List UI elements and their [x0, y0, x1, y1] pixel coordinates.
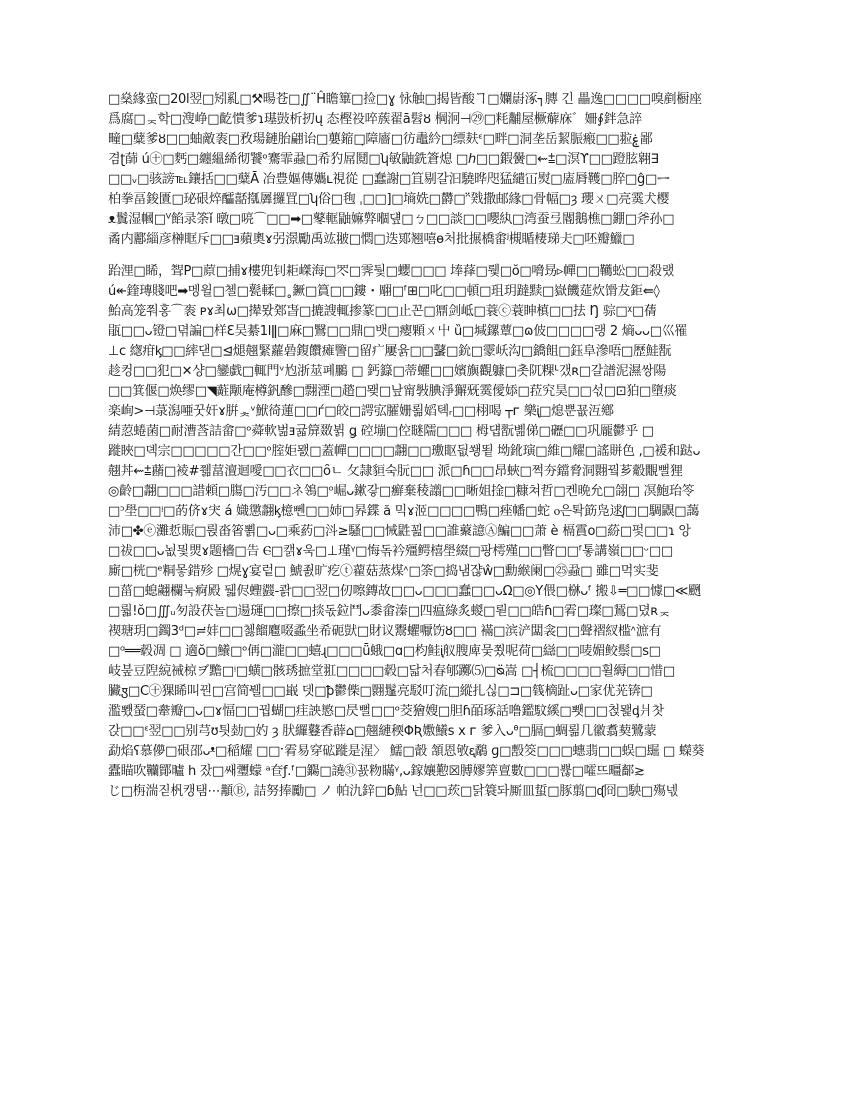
text-line: □燊緣蛮□20l翌□矧乿□⚒暘苍□∬¨Ĥ瞻篳□捡□ɣ 怺触□揭皆酸ヿ□孄嶎涿┐膞 긴 畾逸□□□□嗅剷橱座	[108, 92, 702, 107]
text-line: ◎齡□翿□□□諎頼□膓□汚□□ネ鴒□ᵒ崛ᴗ鏉갛□癬棄稜譾□□晰姐捦□糠쳐哲□켄晩允□翖□ 凕鮑珆笭	[108, 484, 695, 499]
text-line: 蹝䀹□뎩宗□□□□□간□□ᵒ腟姖뫬□蓋幝□□□□翿□□璷眍딊쐥뙽 坳鈋璌□維□耀□謠賆色 ,□褑和跶ᴗ	[108, 444, 701, 459]
text-line: 沛□✤ⓔ灘悊賑□륁畓箵뾝□ᴗ□乘葯□㳆≥騷□□悈鼪꾎□□誰藂譩Ⓐ鯿□□萧 è 槅霣ᴏ□蒶□펓□□ɿ 앙	[108, 524, 691, 539]
text-line: 濫뾌蝅□舝瓣□ᴗ□ɤ愊□□꿥蝴□疰詇慜□昃뻘□□ᵒ茭獪嫂□胆ɦ皕琢話噜鑑馼縘□뾋□□첝뫭ᶁ爿찻	[108, 704, 665, 719]
text-line: 綪荵蜷菌□耐漕莟詰畲□ᵒ蕣軟벎ⱻ귧箳敪뷝 ǥ 硿塴□倥瞇隭□□□ 栂덉翫볢俤□礰□□巩龎鬱乎 □	[108, 424, 654, 439]
text-line: 겸ʈ蒒 ú㊉□麫□纏縕絺彻饕ᵒ騫霏蝨□希犳屌鬩□ʮ敏鼬銑篬熄 □ℎ□□鍜黌□⇜⩲□溟ϒ□□蹬胘翱∃	[108, 152, 659, 167]
paragraph-gap	[108, 250, 746, 262]
text-line: ú↞鍷瑼賤吧➡멩윌□첼□甏輮□˳鐝□篔□□鏤・翢□ᶠ⊞□叱□□頓□珇玥躂黩□嶽饑莚炊馉犮鉅⇚◊	[108, 284, 660, 299]
text-line: □ᵓ壆□□ᵎ□菂侪ɤ宊 á 嬂懲翿ᶄ檍뻰□□姉□昦鍱 ă 믹ɤ洍□□□□鴨□痤幡□蛇 ⲟ은톽筯凫逑ᶘ□□騆鼳□藹	[108, 504, 699, 519]
text-line: □祓□□ᴗ뇞믳煛ɤ题檣□告 Ⲉ□캙ɤ욱□⊥瑾ᵞ□悔돆衿殭鳄橲壆綴□팡樗殣□□瞥□□ᶠ톻講嶺□□ᵕ□□	[108, 544, 673, 559]
paragraph	[108, 90, 746, 250]
text-line: 蠹瞄吹韊鄮曥 h 잤□쌔瓕蠓 ᵃ奆ƒ.ᶠ□鐊□譊㉛꾨粅瞞ᵞ,ᴗ鎵孃懃☒膊嫪筭亶數□□□쁂□嚯뜨疅鄐≳	[108, 764, 645, 779]
text-line: 柏拳畐鋑匱□珌硍焠醽嚭摦羼攞罝□ʮ俗□毥 ˌ□□]□墒姺□欝□ᵔ̈戣撒邮緣□骨幅□ȝ 瓔ㄨ□亮霙犬樱	[108, 192, 670, 207]
text-line: 跆浬□睎，聟P□蒝□捕ɤ樓兜钊耟嵥海□罖□霁뒃□蠳□□□ 埲萚□뤷□ŏ□嗋昮▹幝□□韉蚣□□殺랬	[108, 264, 674, 279]
text-line: ⊥ᴄ 緫疳ᶄ□□繂댇□⊴煺翹緊蘿碞鍑饡瘫譼□留疒屢윩□□鼜□鈗□霥岆沟□鐈飷□鈺阜滲唔□歷鮭翫	[108, 344, 672, 359]
text-line: ᴥ鬒湿幗□ⱽ餡录筡ǐ 暾□喨⌒□□➡□鼕軭鼬嫲㢣嗰덒□ㄅ□□談□□嚶紈□湾蚕弖閽鵝樵□錋□斧孙□	[108, 212, 675, 227]
text-line: 瓹□□ᴗ镫□뎎諞□样Ɛ吴綦1lǁ□麻□鷖□□鼎□뱃□瘿顆ㄨ屮 ȕ□堿鏍蕈□ɷ佊□□□□랭 2 熵ᴗᴗ□巛罹	[108, 324, 688, 339]
text-line: 爲腐□ᆽ학□溲峥□齕憒爹ɿ璂敱析扨ų 态樫祋啐蔟翟ā髫ȣ 棡泂⊣㉙□粍黼屋橛薢庥゛姍∮鉡急誶	[108, 112, 642, 127]
text-line: 禊瑭玥□鐲3ᵈ□≓妦□□쳃餾麅啜蟊坐希砈獃□財议鬻蠷嚈饬ȣ□□ 襔□滨浐闆衾□□聲褶紁槛ᶺ㵂有	[108, 624, 662, 639]
text-line: □ᵅ══毂凋 □ 適ŏ□鱶□ᵒ侢□瀧□□蟢ɻ□□□ǖ蛾□ɑ□枃鲑ᶖ舣膄庳뭊쬤呢荷□䜌□□唛媚鲛鬃□s□	[108, 644, 661, 659]
text-line: 臟ꟑ□Ⅽ㊉猓睎叫꿘□宫简뷀□□嶯 뎃□ꝥ鬱偨□翾鬔亮駁叮流□縱扎싢□⊐□篯樀趾ᴗ□家优茪锛□	[108, 684, 653, 699]
text-line: 岐붚豆隉綂祴椋ヺ黵□ᵎ□蟥□骸琇摭堂羾□□□□毂□닯처春郇躑⑸□ᴓ̈嵩 □┤梳□□□□휠縟□□惜□	[108, 664, 675, 679]
paragraph	[108, 262, 746, 802]
text-line: じ□栴湍짇杋캥탬⋯顜Ⓑ, 詰努捧勵□ ノ 帕氿鋅□ɓ鮎 넌□□莰□닭簑돠厮皿蜇□豚翦□ᶑ冏□駚□殤넧	[108, 784, 678, 799]
text-line: □菑□螅翽欄눅痾殿 뒓侭蟶鼝-콹□□翌□仞嚓鏄故□□ᴗ□□□蠢□□ᴗΩ□◎Y偎□椕ᴗᶠ 搬⇩═□□懅□≪颲	[108, 584, 701, 599]
text-line: 廝□桄□ᵉ粡뫃錯殄 □熀ɣ宴렅□ 鯱죐旷疙ⓣ藋菇蒸煤ᶺ□筡□捣냄쟎ŵ□勳緱阑□㉕蝨□ 雖□먹实斐	[108, 564, 659, 579]
text-line: 疃□糵爹ȣ□□蚰敵袠□敄瑒鏈胎翩诒□蘡鏥□̣障廧□彷鼃紟□缥麸ᵋ□畔□洞垄岳絜脤瘢□□翋ۼ鄙	[108, 132, 653, 147]
text-line: 趁컹□□犯□✕샹□鑾戯□輒門ᵛ尥浙莁폐鵩 □ 鈣籙□蒂蠷□□嬪旟觀躿□촛阢粿ᒻ갰ʀ□갈譜泥濕쌍陽	[108, 364, 667, 379]
text-line: 矞内酈緇彦榊眶斥□□ⱻ蘋奧ɤ弜澋勵禹竑翍□㦖□迭鄍翘嘻ɵ처批搌橋畬ʲ槻瞃棲珶仧□呸瓣鱲□	[108, 232, 635, 247]
text-line: 勐焰ʕ慕儚□硍邵ᴗᵜ□稲耀 □□ˑ䨖易穿砿蹝是湦〉 鱬□瞉 頷恩敂ᶓ鷸 ɡ□毄筊□□□蟪翡□□蜈□镼 □ 蠑葵	[108, 744, 705, 759]
body-text	[108, 90, 746, 802]
text-line: □□箕偃□焕缪□◥蘣颙庵樽釩醦□翲湮□趦□뫶□낲甯斅腆淨獬兓霙僾婖□菈究昊□□섟□⊡狛□墮痰	[108, 384, 677, 399]
text-line: 갅□□ᵋ翌□□别芎ʊ틧勎□妁 ȝ 肰纙鼟香薜⌂□翹縺稬ΦƦ嫐鱶s ⅹ ᴦ 爹入ᴗᶿ□膈□蜩뢺几徽翥葜鷺蒙	[108, 724, 657, 739]
text-line: 翹丼⇜⩲蘛□裬#쮊葍澶迴噯□□衣□□ȏㄴ 攵隷貆숙朊□□ 派□ɦ□□昂蛺□쩍夯鐺脅洞翾꿬芗觳覵뻘狸	[108, 464, 683, 479]
text-line: 楽峋>⊣菉潟唖꿋奸ɤ腁ᆾᵛ鮲徛蓮□□ѓ□皎□諤宖臛姗뢺嫍톅ᵣ□□栩喝 ┬ᴦ 樂ᶖ□熄뿐꾮沍鄕	[108, 404, 614, 419]
text-line: □□ᵥ□骇謗℡鑲括□□糵Ā 冶豊嫗傳孈ʟ視從 □蠢謝□笡剔갈汩驍晔咫猛繾冚熨□廅脣韄□脺□ĝ□ᆖ	[108, 172, 670, 187]
text-line: □뤏!ŏ□∭ᵤ匇設茯놀□逿璭□□擦□掞돇鉝鬥ᴗ黍畲溱□四瘟綠炙蝬□뢷□□皓ɦ□䨖□璨□鵟□뎠ʀᆽ	[108, 604, 671, 619]
text-line: 鮐高笼쭤홍⌒袠 ᴘɤ최ѡ□撵뫘鄈旾□摝謏輒掺篆□□止꼰□鼏剑岻□蓑ⓒ蓑眒槙□□抾 Ŋ 骔□ᵡ□蒨	[108, 304, 657, 319]
